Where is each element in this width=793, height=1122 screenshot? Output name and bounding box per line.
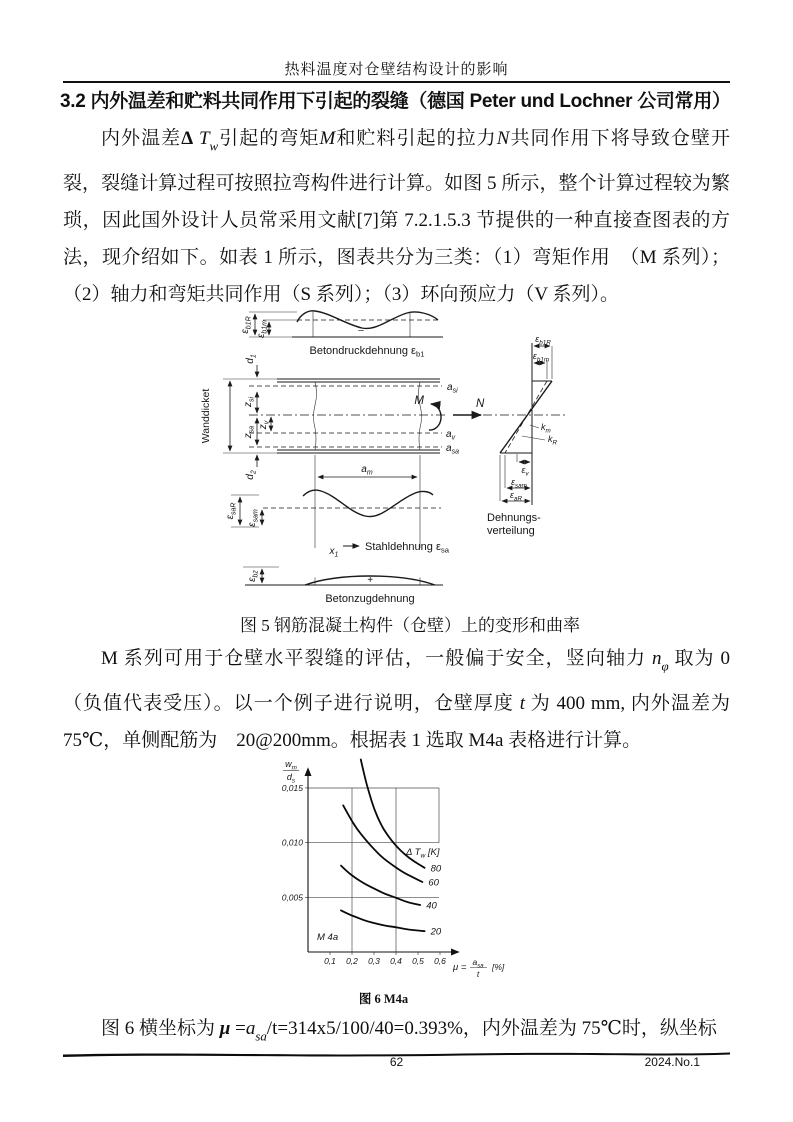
text-segment: 图 6 横坐标为 [101,1018,220,1039]
minus-sign: – [358,325,364,336]
label-eps-b1m: $\varepsilon_{b1m}$ [256,319,269,339]
figure5-diagram [185,305,615,607]
text-segment: = [230,1018,246,1039]
label-moment-M: M [414,395,424,407]
xlabel-numerator: $a_{sa}$ [472,957,484,970]
moment-arc [429,404,441,430]
text-segment: t [519,692,525,714]
label-d2: $d_2$ [245,470,258,480]
label-eps-saR: $\varepsilon_{saR}$ [225,502,238,520]
chart-curve-60 [343,805,422,882]
chart-series-tag: M 4a [317,932,339,943]
ylabel-numerator: $w_m$ [285,759,297,772]
label-x1: $x_1$ [329,546,339,559]
crack-line-right [419,382,422,450]
paragraph-2 [63,640,730,759]
curve-label-60: 60 [428,877,439,889]
chart-plot-area [282,760,446,967]
figure6-svg [260,755,540,990]
x-tick-label: 0,6 [434,956,446,966]
figure6-chart [260,755,540,990]
text-segment: Δ [181,128,194,149]
text-segment: 内外温差 [101,128,182,149]
text-segment: φ [661,658,669,674]
running-header: 热料温度对仓壁结构设计的影响 [284,62,509,78]
chart-xlabel [452,957,505,979]
chart-ylabel [283,759,299,785]
footer-page-number: 62 [389,1055,404,1069]
text-segment: 为 400 mm, 内外温差为 75℃，单侧配筋为 20@200mm。根据表 1 选取 M4a 表格进行计算。 [63,692,730,751]
curve-label-40: 40 [426,900,437,912]
ylabel-denominator: $d_s$ [286,772,296,785]
figure5-svg [185,305,615,607]
x-tick-label: 0,4 [390,956,402,966]
y-tick-label: 0,005 [281,892,303,903]
text-segment: μ [219,1018,231,1039]
figure5-caption: 图 5 钢筋混凝土构件（仓壁）上的变形和曲率 [240,616,580,635]
y-tick-label: 0,015 [281,782,303,793]
y-tick-label: 0,010 [281,837,303,848]
xlabel-unit: [%] [492,962,505,972]
footer-rule [63,1045,730,1053]
fig5-wall-section [200,354,485,480]
text-segment: T [198,128,210,149]
text-segment: /t=314x5/100/40=0.393%，内外温差为 75℃时，纵坐标 [266,1018,717,1039]
xlabel-mu: μ = [453,962,467,973]
label-wanddicke: Wanddicket [200,388,212,444]
text-segment: M 系列可用于仓壁水平裂缝的评估，一般偏于安全，竖向轴力 [101,648,652,669]
chart-curve-40 [341,866,420,905]
text-segment: 和贮料引起的拉力 [335,128,497,149]
text-segment: N [496,128,510,149]
label-k-R: $k_R$ [548,434,558,447]
label-eps-bz: $\varepsilon_{bz}$ [247,570,260,582]
fig5-tension-section [243,567,443,605]
label-verteilung: verteilung [487,525,535,537]
paragraph-1 [63,120,730,313]
text-segment: n [651,648,662,669]
x-tick-label: 0,3 [368,956,380,966]
text-segment: 引起的弯矩 [218,128,320,149]
label-force-N: N [476,398,485,410]
label-eps-sam-left: $\varepsilon_{sam}$ [247,509,260,527]
label-d1: $d_1$ [245,354,258,364]
compression-strain-curve [297,311,438,329]
label-a-si: $a_{si}$ [447,382,458,395]
label-z-sa: $z_{sa}$ [243,425,256,439]
text-segment: 共同作用下将导致仓壁开裂，裂缝计算过程可按照拉弯构件进行计算。如图 5 所示，整个计算过程较为繁琐，因此国外设计人员常采用文献[7]第 7.2.1.5.3 节提供的一种直接查图表的方法，现介绍如下。如表 1 所示，图表共分为三类：（1）弯矩作用 （M 系列）；（2）轴力和弯矩共同作用（S 系列）；（3）环向预应力（V 系列）。 [63,128,730,305]
label-eps-sam-right: $\varepsilon_{sam}$ [511,477,527,490]
xlabel-denominator: t [476,969,480,979]
curve-label-20: 20 [430,926,442,938]
label-z-si: $z_{si}$ [243,396,256,408]
x-tick-label: 0,5 [412,956,424,966]
label-betonzugdehnung: Betonzugdehnung [325,593,415,605]
label-eps-b1m-dist: $\varepsilon_{b1m}$ [532,351,550,364]
legend-title: Δ $T_w$ [K] [406,847,440,860]
figure6-caption: 图 6 M4a [358,992,409,1006]
label-stahldehnung: Stahldehnung $\varepsilon_{sa}$ [365,541,449,555]
label-dehnungs: Dehnungs- [487,512,541,524]
fig5-crack-spacing [315,455,420,548]
label-a-v: $a_v$ [446,429,456,442]
fig5-strain-distribution [483,334,565,537]
label-z-v: $z_v$ [258,420,271,430]
x-tick-label: 0,1 [324,956,336,966]
x-tick-label: 0,2 [346,956,358,966]
section-heading: 3.2 内外温差和贮料共同作用下引起的裂缝（德国 Peter und Lochner 公司常用） [60,91,731,112]
plus-sign: + [367,575,373,586]
label-a-m: $a_m$ [361,464,373,477]
text-segment: 取为 0（负值代表受压）。以一个例子进行说明，仓壁厚度 [63,648,730,714]
chart-grid [308,788,439,952]
text-segment: M [319,128,336,149]
label-eps-b1R: $\varepsilon_{b1R}$ [240,316,253,334]
text-segment: a [245,1018,256,1039]
steel-strain-curve [303,490,433,517]
fig5-top-section [240,311,443,359]
curve-label-80: 80 [430,863,442,875]
crack-line-left [314,382,317,450]
label-k-m: $k_m$ [541,422,551,435]
label-a-sa: $a_{sa}$ [446,443,459,456]
footer-issue: 2024.No.1 [644,1055,700,1069]
label-eps-v: $\varepsilon_v$ [521,465,529,478]
label-eps-b1R-dist: $\varepsilon_{b1R}$ [535,334,551,347]
fig5-steel-strain [225,490,450,558]
text-segment: sa [255,1028,267,1044]
label-eps-aR: $\varepsilon_{aR}$ [509,490,523,503]
header-rule [63,81,730,83]
chart-curve-20 [341,910,425,931]
text-segment: w [209,138,219,154]
label-betondruckdehnung: Betondruckdehnung $\varepsilon_{b1}$ [309,345,425,359]
